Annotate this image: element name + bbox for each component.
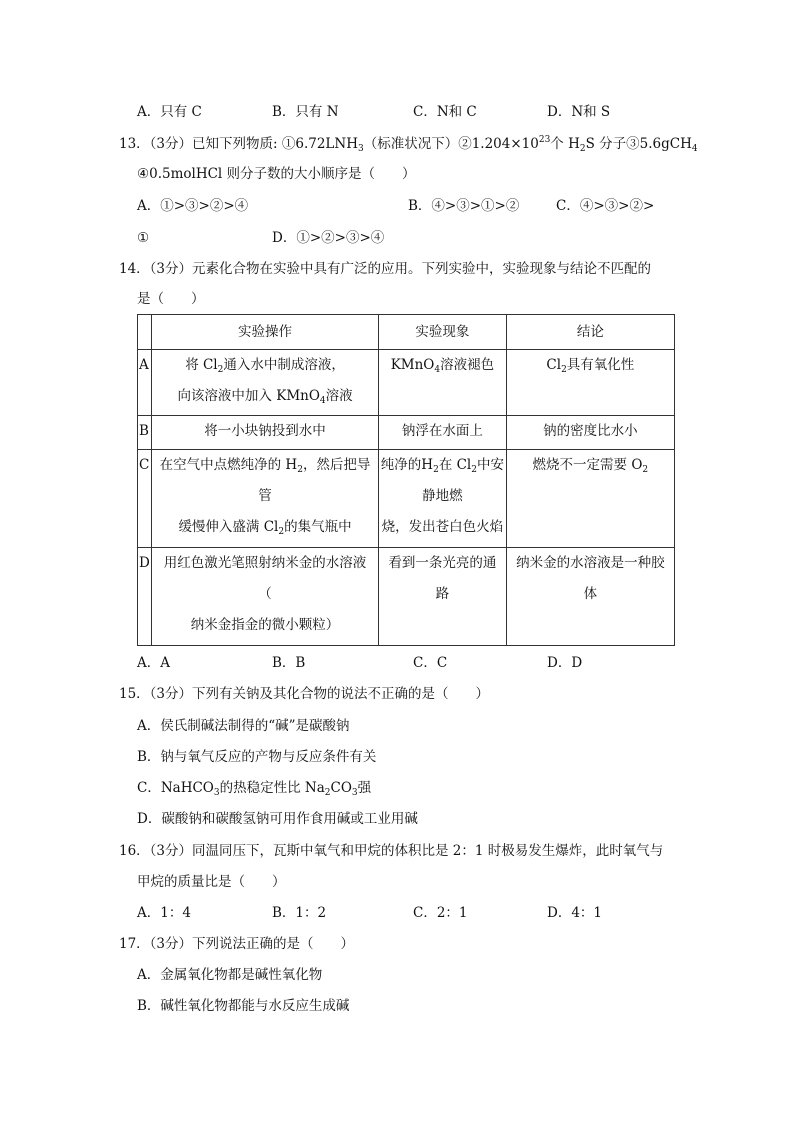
row-b-conclusion: 钠的密度比水小 [506, 416, 674, 450]
q13-stem-line1: 13．（3分）已知下列物质: $①6.72LNH_3$（标准状况下）$②1.204\times 10^{23}$个 $H_2S$ 分子③5.6gCH$_4$ [119, 135, 698, 154]
header-label-cell [138, 315, 152, 350]
table-row-b [138, 416, 675, 450]
q14-option-d: D．D [547, 655, 583, 671]
row-c-label: C [138, 450, 152, 548]
q12-option-c: C．N和 C [413, 104, 477, 120]
q16-stem-line1: 16．（3分）同温同压下，瓦斯中氧气和甲烷的体积比是 2：1 时极易发生爆炸，此时氧气与 [119, 843, 664, 859]
header-operation: 实验操作 [151, 315, 378, 350]
q13-option-a: A．①>③>②>④ [137, 198, 249, 214]
row-d-operation: 用红色激光笔照射纳米金的水溶液 （ 纳米金指金的微小颗粒） [151, 548, 378, 646]
q13-option-c: C．④>③>②> [556, 198, 655, 214]
header-conclusion: 结论 [506, 315, 674, 350]
table-header-row [138, 315, 675, 350]
q12-option-d: D．N和 S [547, 104, 611, 120]
row-d-label: D [138, 548, 152, 646]
q13-stem-line2: ④0.5molHCl 则分子数的大小顺序是（ ） [137, 166, 416, 182]
q16-option-d: D．4：1 [547, 905, 603, 921]
q13-option-c-cont: ① [137, 230, 150, 246]
q17-option-a: A．金属氧化物都是碱性氧化物 [137, 967, 323, 983]
q12-option-a: A．只有 C [137, 104, 202, 120]
q15-stem: 15．（3分）下列有关钠及其化合物的说法不正确的是（ ） [119, 686, 490, 702]
q13-option-d: D．①>②>③>④ [272, 230, 385, 246]
row-d-phenomenon: 看到一条光亮的通 路 [379, 548, 507, 646]
q14-option-b: B．B [272, 655, 306, 671]
q13-option-b: B．④>③>①>② [408, 198, 520, 214]
q15-option-c: C．NaHCO$_3$的热稳定性比 $Na_2CO_3$强 [137, 780, 372, 798]
q17-option-b: B．碱性氧化物都能与水反应生成碱 [137, 998, 350, 1014]
q16-option-a: A．1：4 [137, 905, 191, 921]
table-row-a [138, 350, 675, 416]
row-b-operation: 将一小块钠投到水中 [151, 416, 378, 450]
table-row-d [138, 548, 675, 646]
q16-option-b: B．1：2 [272, 905, 327, 921]
q14-stem-line1: 14．（3分）元素化合物在实验中具有广泛的应用。下列实验中，实验现象与结论不匹配的 [119, 261, 652, 277]
header-phenomenon: 实验现象 [379, 315, 507, 350]
q14-option-a: A．A [137, 655, 170, 671]
q17-stem: 17．（3分）下列说法正确的是（ ） [119, 936, 355, 952]
q15-option-a: A．侯氏制碱法制得的“碱”是碳酸钠 [137, 718, 350, 734]
q16-option-c: C．2：1 [413, 905, 468, 921]
q14-option-c: C．C [413, 655, 448, 671]
row-c-phenomenon: 纯净的$H_2$在 $Cl_2$中安 静地燃 烧，发出苍白色火焰 [379, 450, 507, 548]
q14-stem-line2: 是（ ） [137, 291, 205, 307]
experiment-table [137, 314, 675, 646]
q15-option-d: D．碳酸钠和碳酸氢钠可用作食用碱或工业用碱 [137, 811, 418, 827]
row-c-conclusion: 燃烧不一定需要 $O_2$ [506, 450, 674, 548]
q15-option-b: B．钠与氧气反应的产物与反应条件有关 [137, 749, 377, 765]
row-a-operation: 将 $Cl_2$通入水中制成溶液， 向该溶液中加入 KMnO$_4$溶液 [151, 350, 378, 416]
row-a-phenomenon: KMnO$_4$溶液褪色 [379, 350, 507, 416]
row-b-label: B [138, 416, 152, 450]
row-a-conclusion: $Cl_2$具有氧化性 [506, 350, 674, 416]
table-row-c [138, 450, 675, 548]
q16-stem-line2: 甲烷的质量比是（ ） [137, 874, 286, 890]
row-c-operation: 在空气中点燃纯净的 $H_2$，然后把导 管 缓慢伸入盛满 $Cl_2$的集气瓶中 [151, 450, 378, 548]
row-b-phenomenon: 钠浮在水面上 [379, 416, 507, 450]
q12-option-b: B．只有 N [272, 104, 339, 120]
row-a-label: A [138, 350, 152, 416]
row-d-conclusion: 纳米金的水溶液是一种胶 体 [506, 548, 674, 646]
